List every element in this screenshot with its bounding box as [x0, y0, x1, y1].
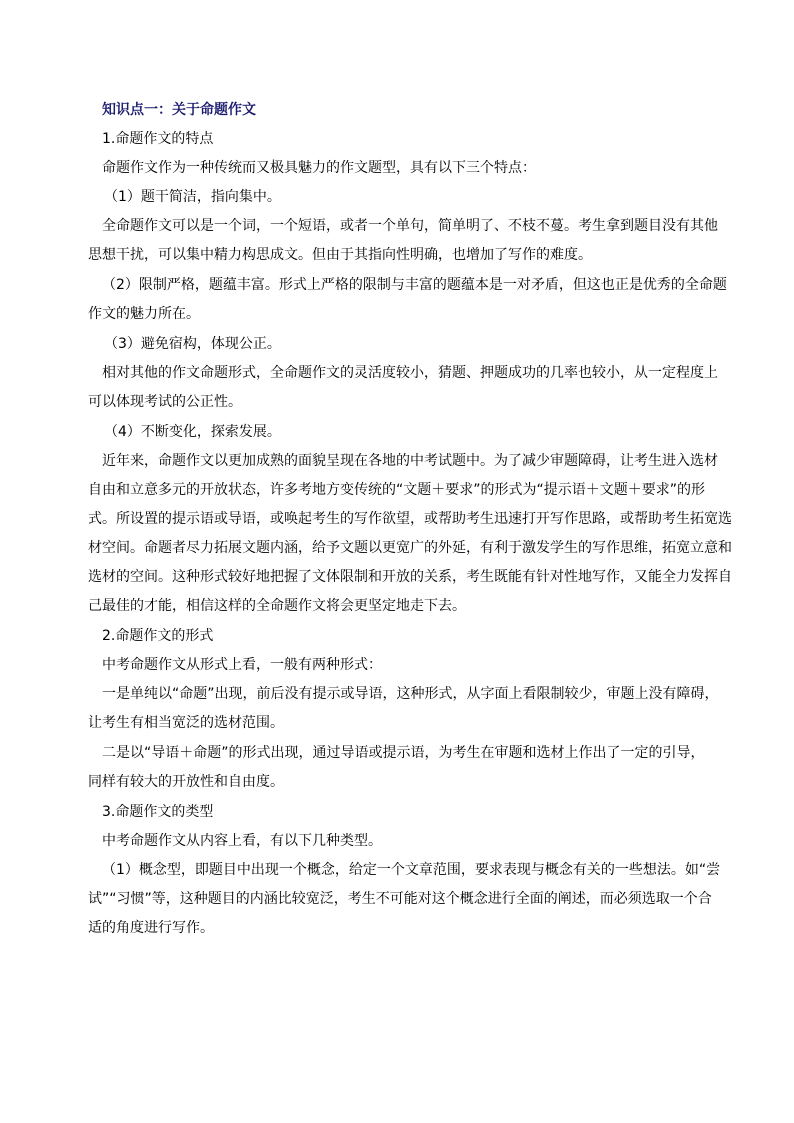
paragraph-line: 己最佳的才能，相信这样的全命题作文将会更坚定地走下去。 — [88, 598, 466, 614]
form-1-paragraph — [88, 680, 719, 738]
document-page — [88, 100, 732, 948]
feature-1-title: （1）题干简洁，指向集中。 — [104, 189, 281, 205]
section-2-title: 2.命题作文的形式 — [102, 628, 214, 644]
paragraph-line: 相对其他的作文命题形式，全命题作文的灵活度较小，猜题、押题成功的几率也较小，从一定程度上 — [102, 365, 718, 381]
paragraph-line: 让考生有相当宽泛的选材范围。 — [88, 715, 284, 731]
section-1-title: 1.命题作文的特点 — [102, 131, 214, 147]
paragraph-line: （1）概念型，即题目中出现一个概念，给定一个文章范围，要求表现与概念有关的一些想法。如“尝 — [102, 862, 721, 878]
paragraph-line: 可以体现考试的公正性。 — [88, 394, 242, 410]
paragraph-line: 式。所设置的提示语或导语，或唤起考生的写作欲望，或帮助考生迅速打开写作思路，或帮助考生拓宽选 — [88, 511, 732, 527]
paragraph-line: 近年来，命题作文以更加成熟的面貌呈现在各地的中考试题中。为了减少审题障碍，让考生进入选材 — [102, 453, 718, 469]
paragraph-line: 一是单纯以“命题”出现，前后没有提示或导语，这种形式，从字面上看限制较少，审题上没有障碍， — [102, 686, 719, 702]
form-2-paragraph — [88, 739, 705, 797]
section-2-intro: 中考命题作文从形式上看，一般有两种形式： — [102, 657, 382, 673]
feature-3-title: （3）避免宿构，体现公正。 — [104, 336, 281, 352]
paragraph-line: 作文的魅力所在。 — [88, 306, 200, 322]
feature-4-paragraph — [88, 447, 732, 621]
paragraph-line: 思想干扰，可以集中精力构思成文。但由于其指向性明确，也增加了写作的难度。 — [88, 247, 592, 263]
feature-3-paragraph — [88, 359, 718, 417]
paragraph-line: 二是以“导语＋命题”的形式出现，通过导语或提示语，为考生在审题和选材上作出了一定的引导， — [102, 745, 705, 761]
paragraph-line: 自由和立意多元的开放状态，许多考地方变传统的“文题＋要求”的形式为“提示语＋文题＋要求”的形 — [88, 482, 706, 498]
type-1-paragraph — [88, 856, 721, 943]
paragraph-line: 同样有较大的开放性和自由度。 — [88, 774, 284, 790]
section-3-title: 3.命题作文的类型 — [102, 804, 214, 820]
paragraph-line: （2）限制严格，题蕴丰富。形式上严格的限制与丰富的题蕴本是一对矛盾，但这也正是优秀的全命题 — [102, 277, 727, 293]
feature-1-paragraph — [88, 212, 718, 270]
knowledge-point-heading: 知识点一：关于命题作文 — [102, 102, 256, 118]
feature-2-paragraph — [88, 271, 727, 329]
section-1-intro: 命题作文作为一种传统而又极具魅力的作文题型，具有以下三个特点： — [102, 160, 536, 176]
paragraph-line: 选材的空间。这种形式较好地把握了文体限制和开放的关系，考生既能有针对性地写作，又能全力发挥自 — [88, 569, 732, 585]
feature-4-title: （4）不断变化，探索发展。 — [104, 424, 281, 440]
paragraph-line: 适的角度进行写作。 — [88, 920, 214, 936]
section-3-intro: 中考命题作文从内容上看，有以下几种类型。 — [102, 833, 382, 849]
paragraph-line: 全命题作文可以是一个词，一个短语，或者一个单句，简单明了、不枝不蔓。考生拿到题目没有其他 — [102, 218, 718, 234]
paragraph-line: 材空间。命题者尽力拓展文题内涵，给予文题以更宽广的外延，有利于激发学生的写作思维，拓宽立意和 — [88, 540, 732, 556]
paragraph-line: 试”“习惯”等，这种题目的内涵比较宽泛，考生不可能对这个概念进行全面的阐述，而必须选取一个合 — [88, 891, 712, 907]
